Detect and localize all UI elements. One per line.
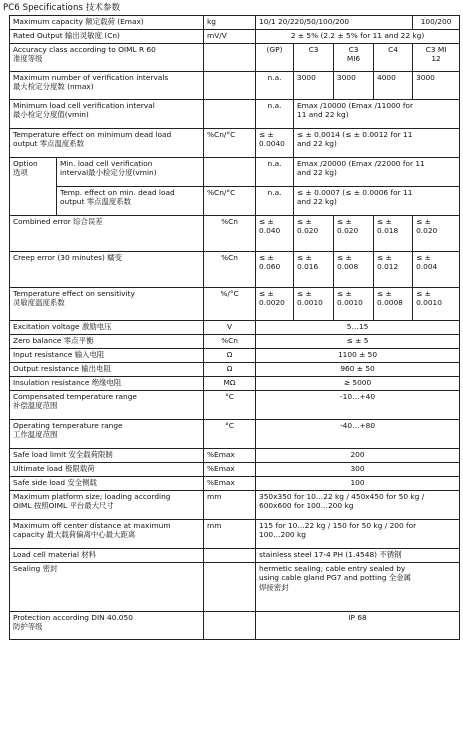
spec-cell: Safe load limit 安全载荷限制 [10, 449, 204, 463]
spec-cell: 200 [256, 449, 460, 463]
spec-row [10, 321, 460, 335]
spec-row [10, 491, 460, 520]
spec-cell: Maximum off center distance at maximum capacity 最大载荷偏离中心最大距离 [10, 520, 204, 549]
spec-cell: Safe side load 安全侧载 [10, 477, 204, 491]
spec-row [10, 44, 460, 72]
spec-row [10, 216, 460, 252]
spec-cell: Combined error 综合误差 [10, 216, 204, 252]
spec-cell: ≤ ± 0.020 [294, 216, 334, 252]
spec-cell: kg [204, 16, 256, 30]
spec-cell: MΩ [204, 377, 256, 391]
spec-cell: Option 选项 [10, 158, 57, 216]
spec-row [10, 349, 460, 363]
spec-cell: °C [204, 420, 256, 449]
spec-cell: 115 for 10…22 kg / 150 for 50 kg / 200 for 100…200 kg [256, 520, 460, 549]
spec-row [10, 549, 460, 563]
spec-cell: %Emax [204, 449, 256, 463]
spec-cell: Emax /10000 (Emax /11000 for 11 and 22 kg) [294, 100, 460, 129]
spec-row [10, 520, 460, 549]
spec-cell: mm [204, 520, 256, 549]
spec-row [10, 377, 460, 391]
spec-cell: 2 ± 5% (2.2 ± 5% for 11 and 22 kg) [256, 30, 460, 44]
spec-cell: ≤ ± 0.040 [256, 216, 294, 252]
spec-row [10, 391, 460, 420]
spec-cell: %Cn [204, 216, 256, 252]
spec-cell: Rated Output 输出灵敏度 (Cn) [10, 30, 204, 44]
spec-cell: Protection according DIN 40.050 防护等级 [10, 612, 204, 640]
spec-cell: ≤ ± 0.060 [256, 252, 294, 288]
spec-cell: Creep error (30 minutes) 蠕变 [10, 252, 204, 288]
spec-cell: C3 MI6 [334, 44, 374, 72]
spec-cell: %Emax [204, 477, 256, 491]
spec-cell: %Cn/°C [204, 129, 256, 158]
spec-row [10, 100, 460, 129]
spec-cell: 350x350 for 10…22 kg / 450x450 for 50 kg / 600x600 for 100…200 kg [256, 491, 460, 520]
spec-row [10, 158, 460, 187]
spec-cell: ≤ ± 0.008 [334, 252, 374, 288]
spec-cell [204, 612, 256, 640]
spec-row [10, 288, 460, 321]
spec-row [10, 463, 460, 477]
spec-cell: 960 ± 50 [256, 363, 460, 377]
spec-row [10, 72, 460, 100]
spec-cell: -10…+40 [256, 391, 460, 420]
spec-cell: °C [204, 391, 256, 420]
spec-cell: Emax /20000 (Emax /22000 for 11 and 22 kg) [294, 158, 460, 187]
spec-row [10, 30, 460, 44]
spec-cell: %/°C [204, 288, 256, 321]
spec-cell: ≤ ± 0.0010 [334, 288, 374, 321]
spec-cell [204, 44, 256, 72]
spec-cell: Ultimate load 极限载荷 [10, 463, 204, 477]
spec-cell: ≤ ± 0.016 [294, 252, 334, 288]
spec-cell: ≤ ± 0.018 [374, 216, 413, 252]
spec-cell: ≤ ± 0.0040 [256, 129, 294, 158]
specifications-table [9, 15, 460, 640]
spec-row [10, 420, 460, 449]
spec-cell: Excitation voltage 激励电压 [10, 321, 204, 335]
spec-cell: 300 [256, 463, 460, 477]
spec-row [10, 252, 460, 288]
spec-cell: Min. load cell verification interval最小检定分度(vmin) [57, 158, 204, 187]
spec-cell: Accuracy class according to OIML R 60 准度等级 [10, 44, 204, 72]
spec-row [10, 477, 460, 491]
spec-cell: Temperature effect on minimum dead load output 零点温度系数 [10, 129, 204, 158]
spec-cell: 5…15 [256, 321, 460, 335]
spec-cell: stainless steel 17-4 PH (1.4548) 不锈钢 [256, 549, 460, 563]
spec-cell: Minimum load cell verification interval 最小检定分度值(vmin) [10, 100, 204, 129]
spec-cell [204, 563, 256, 612]
spec-cell: ≤ ± 0.0010 [413, 288, 460, 321]
spec-cell: IP 68 [256, 612, 460, 640]
spec-cell: mV/V [204, 30, 256, 44]
spec-cell: Maximum capacity 额定载荷 (Emax) [10, 16, 204, 30]
spec-cell [204, 158, 256, 187]
spec-cell: Ω [204, 363, 256, 377]
spec-cell: Insulation resistance 绝缘电阻 [10, 377, 204, 391]
spec-cell: ≤ ± 0.012 [374, 252, 413, 288]
spec-cell: n.a. [256, 100, 294, 129]
spec-cell: ≤ ± 0.0014 (≤ ± 0.0012 for 11 and 22 kg) [294, 129, 460, 158]
spec-cell: 100 [256, 477, 460, 491]
spec-cell: Zero balance 零点平衡 [10, 335, 204, 349]
spec-cell: n.a. [256, 187, 294, 216]
spec-cell: C3 [294, 44, 334, 72]
spec-cell: ≤ ± 0.0020 [256, 288, 294, 321]
spec-cell: ≤ ± 0.0010 [294, 288, 334, 321]
spec-cell: C3 MI 12 [413, 44, 460, 72]
spec-cell: Temp. effect on min. dead load output 零点温度系数 [57, 187, 204, 216]
spec-cell: Input resistance 输入电阻 [10, 349, 204, 363]
spec-cell: ≤ ± 0.020 [334, 216, 374, 252]
spec-row [10, 335, 460, 349]
spec-row [10, 187, 460, 216]
spec-cell: 1100 ± 50 [256, 349, 460, 363]
spec-cell: ≤ ± 0.0007 (≤ ± 0.0006 for 11 and 22 kg) [294, 187, 460, 216]
spec-cell [204, 72, 256, 100]
page-title: PC6 Specifications 技术参数 [3, 3, 121, 13]
spec-cell: ≤ ± 0.020 [413, 216, 460, 252]
spec-cell: ≤ ± 0.004 [413, 252, 460, 288]
spec-cell: %Cn [204, 252, 256, 288]
spec-row [10, 16, 460, 30]
spec-cell: Compensated temperature range 补偿温度范围 [10, 391, 204, 420]
spec-cell: n.a. [256, 158, 294, 187]
spec-cell: 3000 [413, 72, 460, 100]
spec-cell [204, 549, 256, 563]
spec-cell: Maximum number of verification intervals 最大检定分度数 (nmax) [10, 72, 204, 100]
spec-cell: Temperature effect on sensitivity 灵敏度温度系数 [10, 288, 204, 321]
spec-row [10, 363, 460, 377]
spec-cell: -40…+80 [256, 420, 460, 449]
spec-cell: Ω [204, 349, 256, 363]
spec-row [10, 129, 460, 158]
spec-row [10, 449, 460, 463]
spec-cell: Operating temperature range 工作温度范围 [10, 420, 204, 449]
spec-cell: mm [204, 491, 256, 520]
spec-cell: 3000 [294, 72, 334, 100]
spec-cell: C4 [374, 44, 413, 72]
spec-cell: 100/200 [413, 16, 460, 30]
spec-cell: V [204, 321, 256, 335]
spec-cell: 3000 [334, 72, 374, 100]
spec-cell [204, 100, 256, 129]
spec-cell: ≥ 5000 [256, 377, 460, 391]
spec-cell: %Cn/°C [204, 187, 256, 216]
spec-cell: 10/1 20/220/50/100/200 [256, 16, 413, 30]
spec-cell: ≤ ± 0.0008 [374, 288, 413, 321]
spec-row [10, 612, 460, 640]
spec-cell: %Cn [204, 335, 256, 349]
spec-cell: Load cell material 材料 [10, 549, 204, 563]
spec-cell: ≤ ± 5 [256, 335, 460, 349]
spec-cell: Output resistance 输出电阻 [10, 363, 204, 377]
spec-cell: n.a. [256, 72, 294, 100]
spec-cell: 4000 [374, 72, 413, 100]
spec-cell: (GP) [256, 44, 294, 72]
spec-cell: hermetic sealing; cable entry sealed by using cable gland PG7 and potting 全金属 焊接密封 [256, 563, 460, 612]
spec-row [10, 563, 460, 612]
spec-cell: %Emax [204, 463, 256, 477]
spec-cell: Maximum platform size; loading according OIML 按照OIML 平台最大尺寸 [10, 491, 204, 520]
spec-cell: Sealing 密封 [10, 563, 204, 612]
